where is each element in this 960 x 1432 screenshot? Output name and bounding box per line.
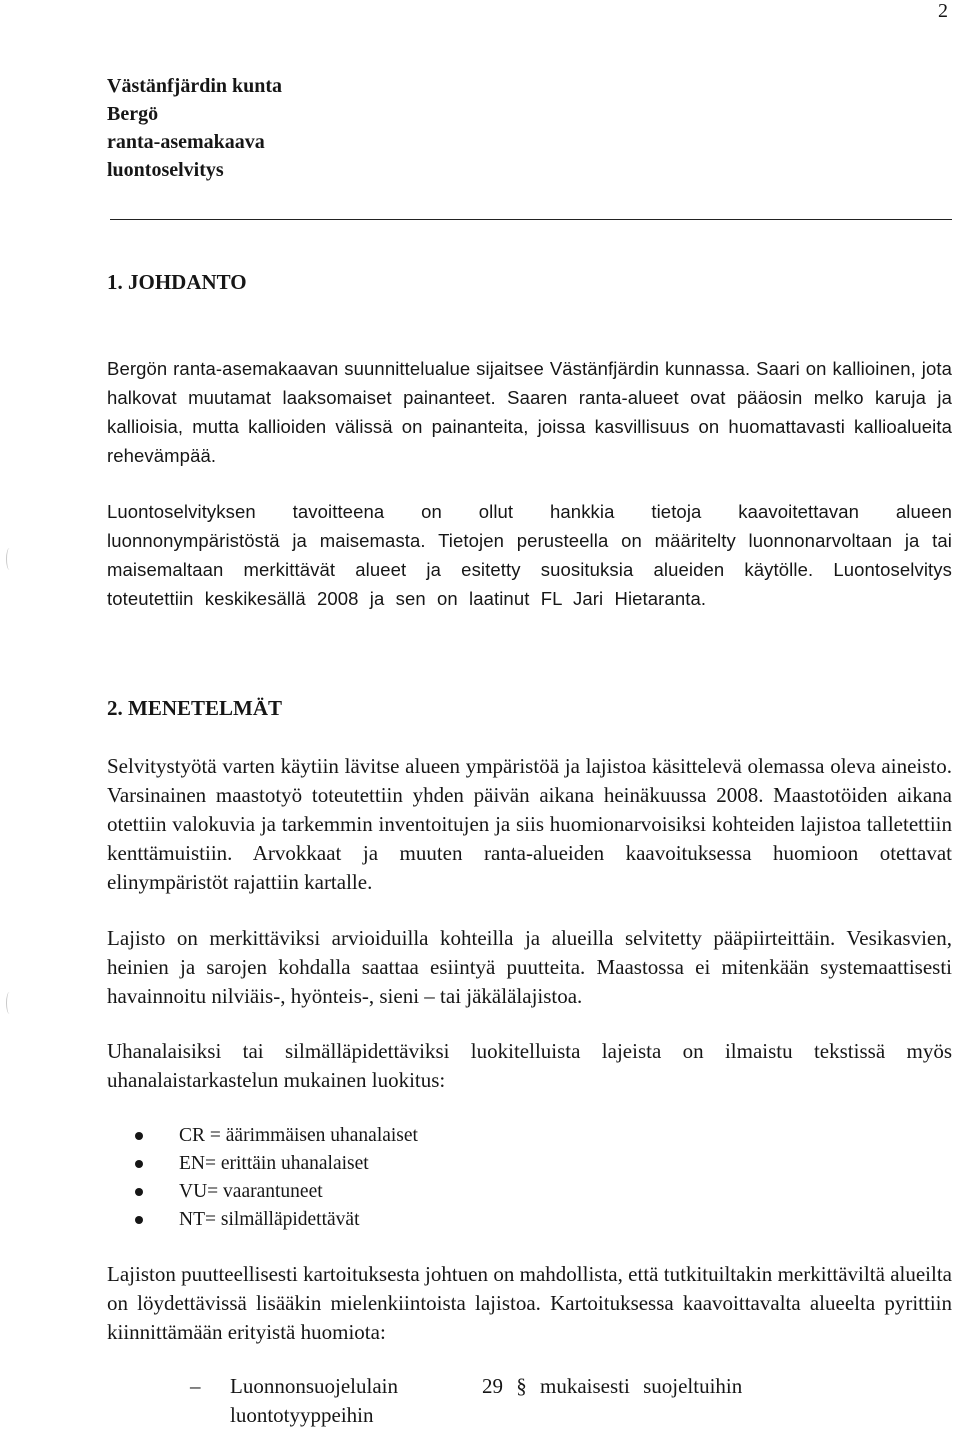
menetelmat-paragraph-4: Lajiston puutteellisesti kartoituksesta johtuen on mahdollista, että tutkituiltakin merkittäviltä alueilta on löydettävissä lisääkin mielenkiintoista lajistoa. Kartoituksessa kaavoittavalta alueelta pyrittiin kiinnittämään erityistä huomiota: [107, 1262, 952, 1344]
dash-marker: – [190, 1374, 201, 1398]
menetelmat-paragraph-2: Lajisto on merkittäviksi arvioiduilla kohteilla ja alueilla selvitetty pääpiirteittäin. Vesikasvien, heinien ja sarojen kohdalla saattaa esiintyä puutteita. Maastossa ei mitenkään systemaattisesti havainnoitu nilviäis-, hyönteis-, sieni – tai jäkälälajistoa. [107, 926, 952, 1008]
header-divider [110, 219, 952, 220]
johdanto-paragraph-2: Luontoselvityksen tavoitteena on ollut hankkia tietoja kaavoitettavan alueen luonnonympäristöstä ja maisemasta. Tietojen perusteella on määritelty luonnonarvoltaan ja tai maisemaltaan merkittävät alueet ja esitetty suosituksia alueiden käytölle. Luontoselvitys toteutettiin keskikesällä 2008 ja sen on laatinut FL Jari Hietaranta. [107, 501, 952, 609]
header-municipality: Västänfjärdin kunta [107, 75, 283, 97]
dash-item-continuation: luontotyyppeihin [230, 1403, 374, 1427]
section-heading-johdanto: 1. JOHDANTO [107, 270, 247, 294]
header-plan-type: ranta-asemakaava [107, 131, 265, 153]
threat-category-list [107, 1122, 418, 1234]
bullet-icon [135, 1132, 143, 1140]
scan-artifact [6, 992, 13, 1014]
list-item-text: EN= erittäin uhanalaiset [179, 1153, 369, 1174]
list-item [107, 1206, 418, 1234]
section-heading-menetelmat: 2. MENETELMÄT [107, 696, 283, 720]
document-header [107, 72, 282, 184]
list-item-text: NT= silmälläpidettävät [179, 1209, 360, 1230]
dash-item-law: Luonnonsuojelulain [230, 1374, 398, 1398]
bullet-icon [135, 1188, 143, 1196]
bullet-icon [135, 1216, 143, 1224]
menetelmat-paragraph-3: Uhanalaisiksi tai silmälläpidettäviksi luokitelluista lajeista on ilmaistu tekstissä myös uhanalaistarkastelun mukainen luokitus: [107, 1039, 952, 1092]
header-area: Bergö [107, 103, 159, 125]
scan-artifact [6, 548, 13, 570]
menetelmat-paragraph-1: Selvitystyötä varten käytiin lävitse alueen ympäristöä ja lajistoa käsittelevä olemassa oleva aineisto. Varsinainen maastotyö toteutettiin yhden päivän aikana heinäkuussa 2008. Maastotöiden aikana otettiin valokuvia ja tarkemmin inventoitujen ja siis huomionarvoisiksi kohteiden lajistoa talletettiin kenttämuistiin. Arvokkaat ja muuten ranta-alueiden kaavoituksessa huomioon otettavat elinympäristöt rajattiin kartalle. [107, 754, 952, 894]
list-item [107, 1178, 418, 1206]
bullet-icon [135, 1160, 143, 1168]
list-item-text: CR = äärimmäisen uhanalaiset [179, 1125, 418, 1146]
list-item [107, 1122, 418, 1150]
list-item [107, 1150, 418, 1178]
johdanto-paragraph-1: Bergön ranta-asemakaavan suunnittelualue sijaitsee Västänfjärdin kunnassa. Saari on kallioinen, jota halkovat muutamat laaksomaiset painanteet. Saaren ranta-alueet ovat pääosin melko karuja ja kallioisia, mutta kallioiden välissä on painanteita, joissa kasvillisuus on huomattavasti kallioalueita rehevämpää. [107, 358, 952, 466]
dash-item-section: 29 § mukaisesti suojeltuihin [482, 1374, 743, 1398]
list-item-text: VU= vaarantuneet [179, 1181, 323, 1202]
page-number: 2 [938, 0, 948, 22]
header-document-type: luontoselvitys [107, 159, 224, 181]
